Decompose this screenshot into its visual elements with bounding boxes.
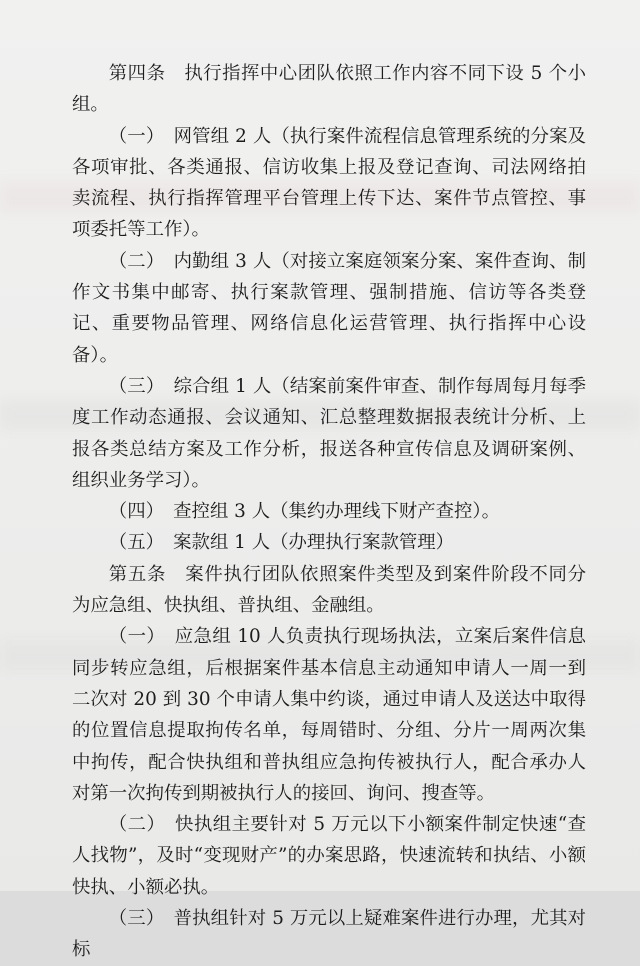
article-4-item-3: （三） 综合组 1 人（结案前案件审查、制作每周每月每季度工作动态通报、会议通知、汇总整理数据报表统计分析、上报各类总结方案及工作分析，报送各种宣传信息及调研案例、组织业务学习）。 bbox=[72, 375, 586, 491]
document-body bbox=[72, 58, 586, 966]
article-4-item-5: （五） 案款组 1 人（办理执行案款管理） bbox=[108, 532, 455, 554]
article-5-heading: 第五条 案件执行团队依照案件类型及到案件阶段不同分为应急组、快执组、普执组、金融组。 bbox=[72, 563, 586, 617]
article-4-item-2: （二） 内勤组 3 人（对接立案庭领案分案、案件查询、制作文书集中邮寄、执行案款管理、强制措施、信访等各类登记、重要物品管理、网络信息化运营管理、执行指挥中心设备）。 bbox=[72, 250, 586, 366]
article-5-item-1: （一） 应急组 10 人负责执行现场执法，立案后案件信息同步转应急组，后根据案件基本信息主动通知申请人一周一到二次对 20 到 30 个申请人集中约谈，通过申请人及送达中取得的位置信息提取拘传名单，每周错时、分组、分片一周两次集中拘传，配合快执组和普执组应急拘传被执行人，配合承办人对第一次拘传到期被执行人的接回、询问、搜查等。 bbox=[72, 626, 586, 804]
article-4-item-1: （一） 网管组 2 人（执行案件流程信息管理系统的分案及各项审批、各类通报、信访收集上报及登记查询、司法网络拍卖流程、执行指挥管理平台管理上传下达、案件节点管控、事项委托等工作）。 bbox=[72, 125, 586, 241]
article-4-heading: 第四条 执行指挥中心团队依照工作内容不同下设 5 个小组。 bbox=[72, 63, 586, 116]
article-5-item-2: （二） 快执组主要针对 5 万元以下小额案件制定快速“查人找物”，及时“变现财产”的办案思路，快速流转和执结、小额快执、小额必执。 bbox=[72, 814, 586, 898]
article-4-item-4: （四） 查控组 3 人（集约办理线下财产查控）。 bbox=[108, 501, 500, 523]
article-5-item-3: （三） 普执组针对 5 万元以上疑难案件进行办理，尤其对标 bbox=[72, 908, 586, 961]
